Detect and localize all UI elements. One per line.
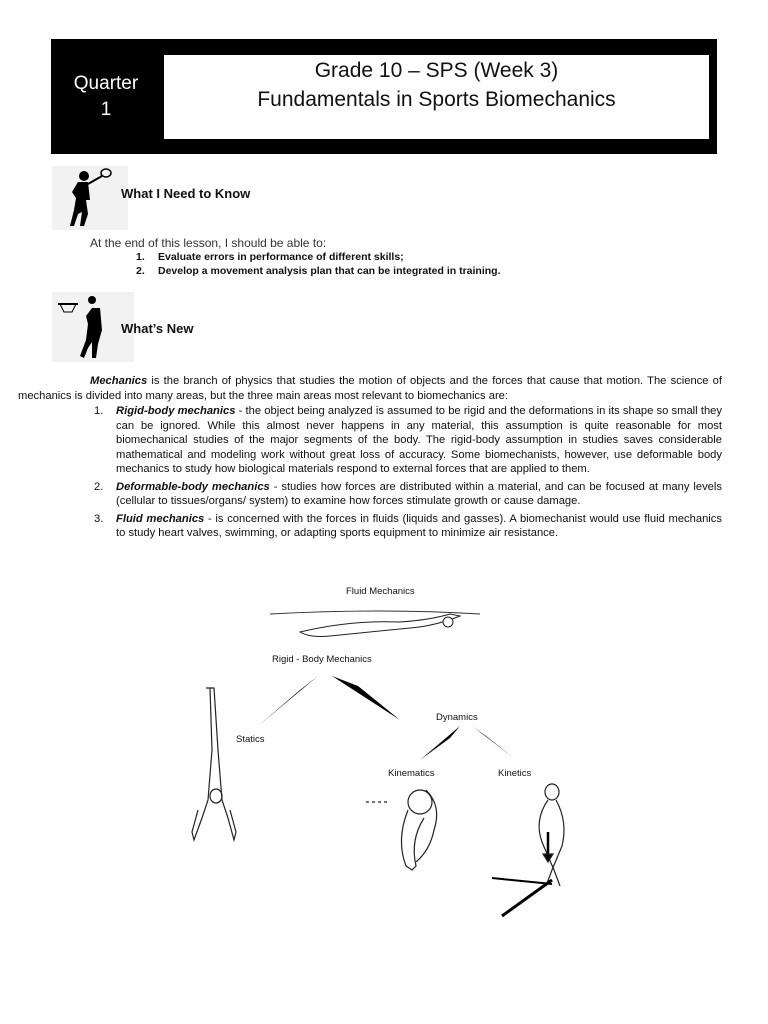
quarter-number: 1	[100, 98, 112, 120]
statics-label: Statics	[236, 734, 265, 745]
lesson-title: Grade 10 – SPS (Week 3)	[314, 59, 559, 82]
kinetics-figure	[492, 784, 564, 916]
dynamics-right-wedge	[472, 726, 514, 758]
definitions-list	[18, 404, 722, 544]
list-item: 2. Develop a movement analysis plan that can be integrated in training.	[136, 265, 501, 277]
dynamics-left-wedge	[420, 726, 460, 760]
intro-text: At the end of this lesson, I should be able to:	[90, 236, 327, 250]
kinematics-label: Kinematics	[388, 768, 435, 779]
mechanics-description: is the branch of physics that studies the motion of objects and the forces that cause that motion. The science of mechanics is divided into many areas, but the three main areas most relevant to biomechanics are:	[18, 375, 722, 402]
quarter-label: Quarter	[73, 72, 139, 94]
list-item: 3. Fluid mechanics - is concerned with the forces in fluids (liquids and gasses). A biomechanist would use fluid mechanics to study heart valves, swimming, or adapting sports equipment to minimize air resistance.	[94, 512, 722, 539]
list-item: 2. Deformable-body mechanics - studies how forces are distributed within a material, and can be focused at many levels (cellular to tissues/organs/ system) to examine how forces stimulate growth or cause damage.	[94, 480, 722, 507]
quarter-box	[51, 39, 161, 154]
swimmer-illustration	[270, 611, 480, 637]
mechanics-paragraph	[18, 374, 722, 403]
diver-figure	[366, 790, 437, 870]
lesson-header	[51, 39, 717, 154]
list-item: 1. Rigid-body mechanics - the object being analyzed is assumed to be rigid and the deformations in its shape so small they can be ignored. While this almost never happens in any material, this assumption is quite reasonable for most biomechanical studies of the major segments of the body. The rigid-body assumption in studies saves considerable mathematical and modeling work without great loss of accuracy. Some biomechanists, however, use deformable body mechanics to study how biological materials respond to external forces that are applied to them.	[94, 405, 722, 475]
rigid-left-wedge	[258, 676, 318, 726]
fluid-mechanics-label: Fluid Mechanics	[346, 586, 415, 597]
dynamics-label: Dynamics	[436, 712, 478, 723]
tennis-player-icon	[52, 166, 128, 230]
objective-list	[136, 250, 501, 278]
rigid-right-wedge	[332, 676, 400, 720]
kinetics-label: Kinetics	[498, 768, 532, 779]
mechanics-term: Mechanics	[90, 375, 148, 387]
lesson-subtitle: Fundamentals in Sports Biomechanics	[257, 88, 616, 111]
section-heading-need-to-know: What I Need to Know	[121, 186, 251, 201]
rigid-body-label: Rigid - Body Mechanics	[272, 654, 372, 665]
mechanics-diagram	[180, 570, 620, 930]
handstand-figure	[192, 688, 236, 840]
list-item: 1. Evaluate errors in performance of different skills;	[136, 251, 404, 263]
title-box	[164, 55, 709, 139]
section-heading-whats-new: What’s New	[121, 321, 194, 336]
